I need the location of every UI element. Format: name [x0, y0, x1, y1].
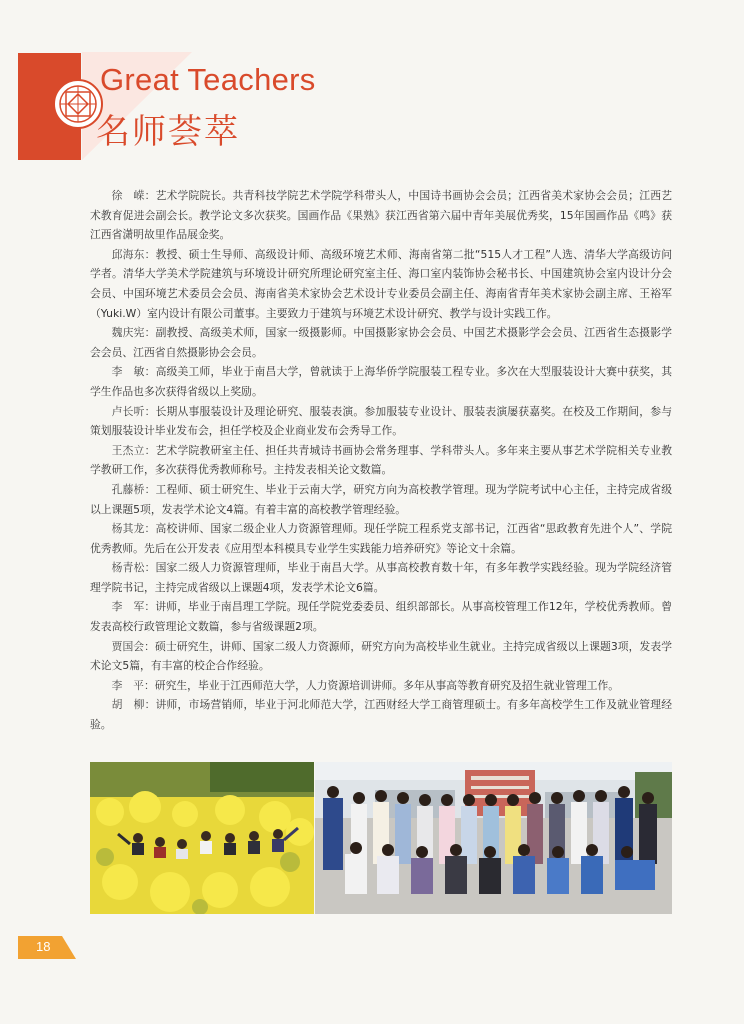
teacher-bio: 讲师，市场营销师，毕业于河北师范大学，江西财经大学工商管理硕士。有多年高校学生工作及就业管理经验。 [90, 698, 672, 732]
teacher-bio: 硕士研究生，讲师、国家二级人力资源师，研究方向为高校毕业生就业。主持完成省级以上课题3项，发表学术论文5篇，有丰富的校企合作经验。 [90, 639, 672, 673]
teacher-entry [90, 362, 672, 401]
teacher-name: 卢长听： [111, 404, 156, 418]
teacher-name: 魏庆宪： [111, 326, 156, 340]
title-chinese: 名师荟萃 [96, 112, 240, 152]
teacher-entry [90, 323, 672, 362]
teacher-bio: 国家二级人力资源管理师，毕业于南昌大学。从事高校教育数十年，有多年教学实践经验。现为学院经济管理学院书记，主持完成省级以上课题4项，发表学术论文6篇。 [90, 561, 672, 594]
teacher-name: 贾国会： [111, 639, 156, 653]
teacher-bio-list [90, 186, 672, 735]
teacher-name: 李 平： [111, 678, 155, 692]
teacher-name: 胡 柳： [111, 698, 156, 712]
teacher-name: 李 敏： [111, 365, 156, 379]
teacher-bio: 长期从事服装设计及理论研究、服装表演。参加服装专业设计、服装表演屡获嘉奖。在校及工作期间，参与策划服装设计毕业发布会，担任学校及企业商业发布会秀导工作。 [90, 404, 672, 438]
teacher-name: 杨其龙： [111, 522, 156, 536]
teacher-name: 杨青松： [111, 561, 156, 575]
teacher-entry [90, 695, 672, 734]
teacher-entry [90, 245, 672, 323]
teacher-name: 徐 嵘： [111, 189, 156, 202]
teacher-entry [90, 637, 672, 676]
teacher-name: 孔藤桥： [111, 482, 156, 496]
teacher-entry [90, 186, 672, 245]
teacher-name: 李 军： [111, 600, 156, 614]
teacher-entry [90, 676, 672, 696]
teacher-bio: 讲师，毕业于南昌理工学院。现任学院党委委员、组织部部长。从事高校管理工作12年，学校优秀教师。曾发表高校行政管理论文数篇，参与省级课题2项。 [90, 600, 672, 634]
teacher-bio: 艺术学院院长。共青科技学院艺术学院学科带头人，中国诗书画协会会员；江西省美术家协会会员；江西艺术教育促进会副会长。教学论文多次获奖。国画作品《果熟》获江西省第六届中青年美展优秀奖，15年国画作品《鸣》获江西省潇明故里作品展金奖。 [90, 189, 672, 242]
teacher-bio: 工程师、硕士研究生、毕业于云南大学，研究方向为高校教学管理。现为学院考试中心主任，主持完成省级以上课题5项，发表学术论文4篇。有着丰富的高校教学管理经验。 [90, 482, 672, 516]
teacher-entry [90, 402, 672, 441]
title-english: Great Teachers [100, 62, 316, 97]
teacher-name: 王杰立： [111, 443, 156, 457]
teacher-bio: 高级美工师，毕业于南昌大学，曾就读于上海华侨学院服装工程专业。多次在大型服装设计大赛中获奖，其学生作品也多次获得省级以上奖励。 [90, 365, 672, 398]
teacher-entry [90, 558, 672, 597]
teacher-entry [90, 480, 672, 519]
teacher-entry [90, 441, 672, 480]
teacher-bio: 艺术学院教研室主任、担任共青城诗书画协会常务理事、学科带头人。多年来主要从事艺术学院相关专业教学教研工作，多次获得优秀教师称号。主持发表相关论文数篇。 [90, 443, 672, 477]
teacher-name: 邱海东： [111, 247, 156, 261]
teacher-entry [90, 519, 672, 558]
teacher-entry [90, 597, 672, 636]
page-number: 18 [36, 939, 51, 954]
teacher-bio: 副教授、高级美术师，国家一级摄影师。中国摄影家协会会员、中国艺术摄影学会会员、江西省生态摄影学会会员、江西省自然摄影协会会员。 [90, 326, 672, 359]
teacher-bio: 高校讲师、国家二级企业人力资源管理师。现任学院工程系党支部书记，江西省“思政教育先进个人”、学院优秀教师。先后在公开发表《应用型本科模具专业学生实践能力培养研究》等论文十余篇。 [90, 522, 673, 555]
teacher-bio: 研究生，毕业于江西师范大学，人力资源培训讲师。多年从事高等教育研究及招生就业管理工作。 [154, 678, 620, 692]
photo-group-building [315, 762, 672, 914]
photo-flower-field [90, 762, 314, 914]
teacher-bio: 教授、硕士生导师、高级设计师、高级环境艺术师、海南省第二批“515人才工程”人选、清华大学高级访问学者。清华大学美术学院建筑与环境设计研究所理论研究室主任、海口室内装饰协会秘书长、中国建筑协会室内设计分会会员、中国环境艺术委员会会员、海南省美术家协会艺术设计专业委员会副主任、海南省青年美术家协会副主席、王裕军（Yuki.W）室内设计有限公司董事。主要致力于建筑与环境艺术设计研究、教学与设计实践工作。 [90, 247, 673, 320]
